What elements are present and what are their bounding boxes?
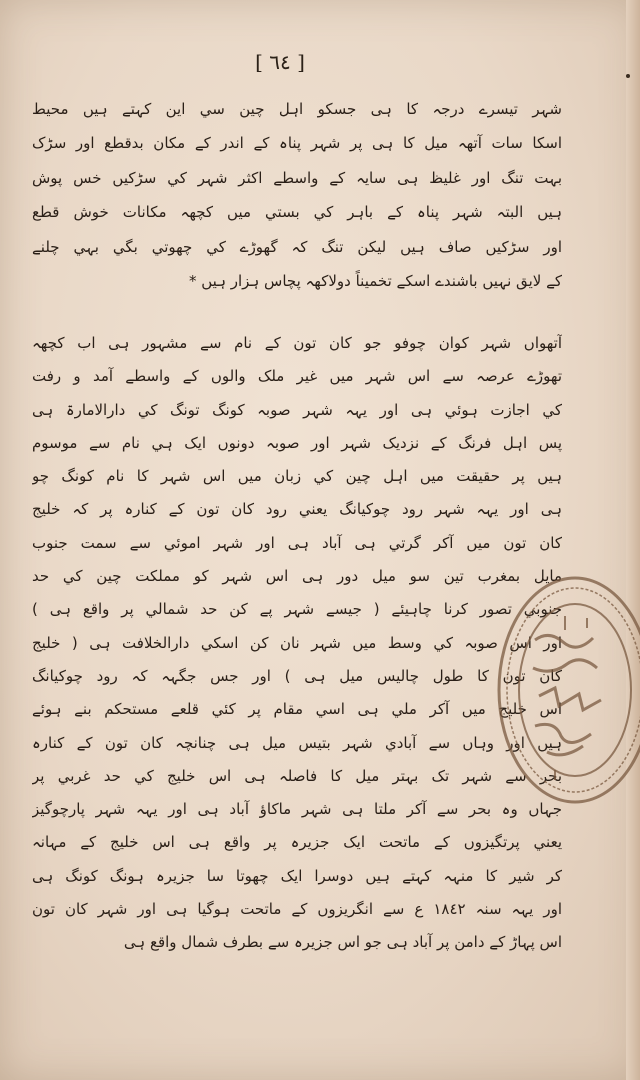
text-line: اور اس صوبہ کي وسط میں شہر نان کن اسکي دارالخلافت ہی ( خلیج <box>32 633 562 652</box>
page-spine-edge <box>626 0 640 1080</box>
text-line: کان تون کا طول چالیس میل ہی ) اور جس جگہہ کہ رود چوکیانگ <box>32 666 562 685</box>
text-line: بحر سے شہر تک بہتر میل کا فاصلہ ہی اس خلیج کي حد غربي پر <box>32 766 562 785</box>
text-line: اور یہہ سنہ ١٨٤٢ ع سے انگریزوں کے ماتحت ہوگیا ہی اور شہر کان تون <box>32 900 562 919</box>
text-line: تھوڑے عرصہ سے اس شہر میں غیر ملک والوں کے واسطے آمد و رفت <box>32 367 562 386</box>
text-line: شہر تیسرے درجہ کا ہی جسکو اہل چین سي این کہتے ہیں محیط <box>32 100 562 118</box>
ink-speck <box>626 74 630 78</box>
text-line: کي اجازت ہوئي ہی اور یہہ شہر صوبہ کونگ تونگ کي دارالامارۃ ہی <box>32 400 562 419</box>
text-line: ہیں البتہ شہر پناہ کے باہر کي بستي میں کچھہ مکانات خوش قطع <box>32 203 562 222</box>
text-line: اور سڑکیں صاف ہیں لیکن تنگ کہ گھوڑے کي چھوتي بگي بہي چلنے <box>32 237 562 256</box>
text-line: ہیں پر حقیقت میں اہل چین کي زبان میں اس شہر کا نام کونگ چو <box>32 467 562 486</box>
text-line: اس خلیج میں آکر ملي ہی اسي مقام پر کئي قلعے مستحکم بنے ہوئے <box>32 700 562 719</box>
text-line: بہت تنگ اور غلیظ ہی سایہ کے واسطے اکثر شہر کي سڑکیں خس پوش <box>32 168 562 187</box>
text-line: پس اہل فرنگ کے نزدیک شہر اور صوبہ دونوں ایک ہي نام سے موسوم <box>32 433 562 452</box>
text-line: مایل بمغرب تین سو میل دور ہی اس شہر کو مملکت چین کي حد <box>32 567 562 586</box>
text-line: ہیں اور وہاں سے آبادي شہر بتیس میل ہی چنانچہ کان تون کے کنارہ <box>32 733 562 752</box>
paragraph-2 <box>32 327 562 960</box>
text-line: ہی اور یہہ شہر رود چوکیانگ یعني رود کان تون کے کنارہ پر کہ خلیج <box>32 500 562 519</box>
text-line: کان تون میں آکر گرتي ہی آباد ہی اور شہر اموئي سے سمت جنوب <box>32 533 562 552</box>
text-line: آتھواں شہر کوان چوفو جو کان تون کے نام سے مشہور ہی اب کچھہ <box>32 334 562 352</box>
paragraph-1 <box>32 92 562 298</box>
text-line: کے لایق نہیں باشندے اسکے تخمیناً دولاکھہ پچاس ہزار ہیں * <box>189 272 562 291</box>
text-line: جنوبي تصور کرنا چاہیئے ( جیسے شہر پے کن حد شمالي پر واقع ہی ) <box>32 600 562 619</box>
text-line: اس پہاڑ کے دامن پر آباد ہی جو اس جزیرہ سے بطرف شمال واقع ہی <box>123 933 562 952</box>
text-line: کر شیر کا منہہ کہتے ہیں دوسرا ایک چھوتا سا جزیرہ ہونگ کونگ ہی <box>32 866 562 885</box>
text-line: یعني پرتگیزوں کے ماتحت ایک جزیرہ پر واقع ہی اس خلیج کے مہانہ <box>32 833 562 852</box>
library-seal-stamp <box>495 570 640 810</box>
text-line: اسکا سات آتھہ میل کا ہی پر شہر پناہ کے اندر کے مکان بدقطع اور سڑک <box>32 134 562 153</box>
text-line: جہاں وہ بحر سے آکر ملتا ہی شہر ماکاؤ آباد ہی اور یہہ شہر پارچوگیز <box>32 800 562 819</box>
page-number: [ ٦٤ ] <box>255 50 305 74</box>
